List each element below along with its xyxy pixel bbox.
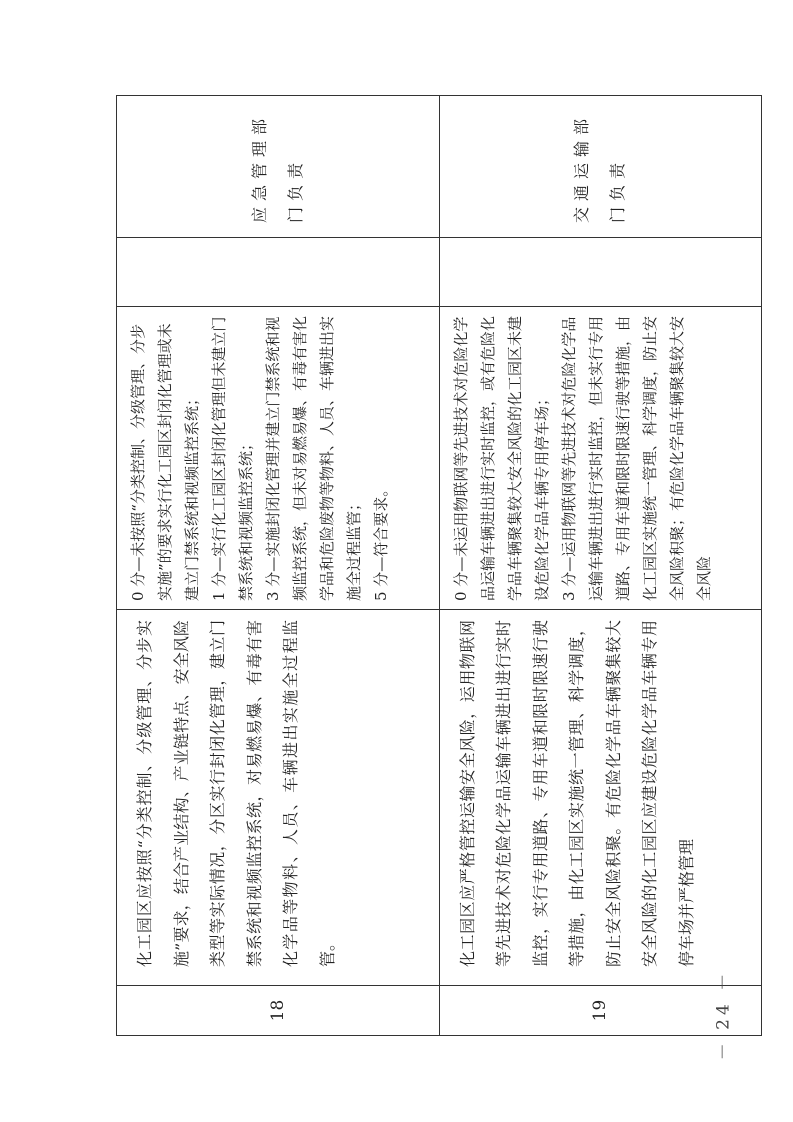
- responsible-department: 应急管理部门负责: [117, 96, 440, 238]
- table-row: [117, 96, 440, 1036]
- scoring-item: 1 分—实行化工园区封闭化管理但未建立门禁系统和视频监控系统；: [210, 316, 255, 601]
- responsible-department: 交通运输部门负责: [439, 96, 762, 238]
- row-number: 19: [439, 986, 762, 1036]
- score-cell: [439, 238, 762, 307]
- scoring-item: 0 分—未按照“分类控制、分级管理、分步实施”的要求实行化工园区封闭化管理或未建立门禁系统和视频监控系统；: [129, 323, 201, 601]
- scoring-criteria: [117, 307, 440, 610]
- scoring-item: 5 分—符合要求。: [372, 481, 390, 601]
- requirement-text: 化工园区应按照“分类控制、分级管理、分步实施”要求，结合产业结构、产业链特点、安全风险类型等实际情况，分区实行封闭化管理，建立门禁系统和视频监控系统，对易燃易爆、有毒有害化学品等物料、人员、车辆进出实施全过程监管。: [117, 610, 440, 986]
- page-number: － 24 －: [713, 969, 734, 1061]
- scoring-criteria: [439, 307, 762, 610]
- scoring-item: 3 分—运用物联网等先进技术对危险化学品运输车辆进出进行实时监控，但未实行专用道路、专用车道和限时限速行驶等措施，由化工园区实施统一管理、科学调度，防止安全风险积聚；有危险化学品车辆聚集较大安全风险: [559, 315, 713, 601]
- evaluation-table: [116, 95, 762, 1036]
- row-number: 18: [117, 986, 440, 1036]
- table-row: [439, 96, 762, 1036]
- scoring-item: 3 分—实施封闭化管理并建立门禁系统和视频监控系统，但未对易燃易爆、有毒有害化学品和危险废物等物料、人员、车辆进出实施全过程监管；: [264, 315, 363, 601]
- score-cell: [117, 238, 440, 307]
- page-footer: [706, 969, 736, 1061]
- scoring-item: 0 分—未运用物联网等先进技术对危险化学品运输车辆进出进行实时监控，或有危险化学品车辆聚集较大安全风险的化工园区未建设危险化学品车辆专用停车场；: [451, 315, 551, 601]
- rotated-table-area: [116, 96, 762, 1036]
- requirement-text: 化工园区应严格管控运输安全风险，运用物联网等先进技术对危险化学品运输车辆进出进行实时监控，实行专用道路、专用车道和限时限速行驶等措施，由化工园区实施统一管理、科学调度，防止安全风险积聚。有危险化学品车辆聚集较大安全风险的化工园区应建设危险化学品车辆专用停车场并严格管理: [439, 610, 762, 986]
